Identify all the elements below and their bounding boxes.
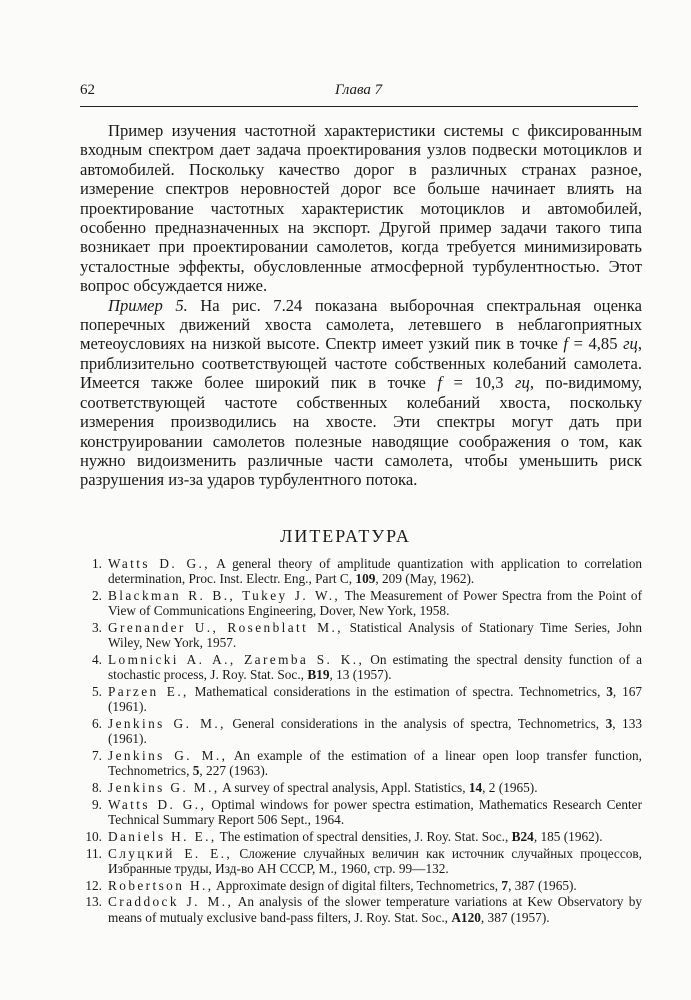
reference-number: 5. bbox=[92, 684, 102, 699]
reference-author: Craddock J. M., bbox=[108, 894, 234, 910]
reference-number: 12. bbox=[85, 877, 102, 893]
reference-rest: , 227 (1963). bbox=[199, 763, 269, 779]
reference-volume: B19 bbox=[307, 667, 330, 683]
reference-item bbox=[80, 684, 642, 714]
reference-item bbox=[80, 652, 642, 682]
reference-number: 7. bbox=[92, 748, 102, 763]
reference-rest: , 387 (1965). bbox=[508, 877, 577, 893]
reference-volume: 5 bbox=[192, 763, 200, 779]
reference-number: 6. bbox=[92, 716, 102, 731]
reference-text: An analysis of the slower temperature variations at Kew Observatory by means of mutualy exclusive band-pass filters, J. Roy. Stat. Soc., bbox=[108, 894, 642, 925]
reference-author: Blackman R. B., Tukey J. W., bbox=[108, 588, 341, 603]
paragraph-2-text-3: , приблизительно соответствующей частоте собственных колебаний самолета. Имеется также более широкий пик в точке bbox=[80, 334, 642, 393]
reference-volume: 3 bbox=[605, 716, 613, 731]
reference-rest: , 13 (1957). bbox=[329, 667, 392, 683]
reference-list bbox=[80, 556, 642, 926]
reference-number: 3. bbox=[92, 620, 102, 635]
unit-hz-1: гц bbox=[623, 334, 638, 354]
reference-volume: A120 bbox=[451, 909, 481, 925]
reference-item bbox=[80, 716, 642, 746]
reference-item bbox=[80, 748, 642, 778]
reference-text: Mathematical considerations in the estimation of spectra. Technometrics, bbox=[188, 684, 607, 699]
reference-number: 4. bbox=[92, 652, 102, 667]
unit-hz-2: гц bbox=[515, 373, 530, 393]
reference-number: 1. bbox=[92, 556, 102, 571]
reference-volume: 7 bbox=[501, 877, 509, 893]
reference-rest: , 167 (1961). bbox=[108, 684, 643, 715]
reference-author: Watts D. G., bbox=[108, 796, 207, 812]
reference-item bbox=[80, 846, 642, 876]
reference-item bbox=[80, 780, 642, 795]
reference-rest: , 209 (May, 1962). bbox=[375, 571, 475, 587]
reference-item bbox=[80, 878, 642, 893]
reference-rest: , 387 (1957). bbox=[480, 909, 550, 925]
frequency-symbol-1: f bbox=[563, 334, 569, 354]
reference-author: Robertson H., bbox=[108, 877, 214, 893]
reference-text: Сложение случайных величин как источник случайных процессов, Избранные труды, Изд-во АН СССР, М., 1960, стр. 99—132. bbox=[108, 845, 642, 876]
reference-number: 10. bbox=[85, 828, 102, 844]
reference-rest: , 185 (1962). bbox=[533, 828, 603, 844]
reference-rest: , 133 (1961). bbox=[108, 716, 643, 747]
frequency-symbol-2: f bbox=[437, 373, 443, 393]
page-number: 62 bbox=[80, 82, 95, 98]
reference-author: Jenkins G. M., bbox=[108, 780, 220, 795]
reference-text: A survey of spectral analysis, Appl. Statistics, bbox=[219, 780, 469, 795]
paragraph-2-text-2: = 4,85 bbox=[568, 334, 624, 354]
reference-item bbox=[80, 556, 642, 586]
reference-text: Optimal windows for power spectra estimation, Mathematics Research Center Technical Summary Report 506 Sept., 1964. bbox=[108, 796, 643, 827]
page-header bbox=[80, 82, 638, 107]
reference-number: 11. bbox=[85, 845, 102, 861]
reference-author: Daniels H. E., bbox=[108, 828, 217, 844]
reference-author: Parzen E., bbox=[108, 684, 189, 699]
example-lead: Пример 5. bbox=[108, 295, 188, 315]
paragraph-2-text-5: , по-видимому, соответствующей частоте собственных колебаний хвоста, поскольку измерения производились на хвосте. Эти спектры могут дать при конструировании самолетов полезные наводящие соображения о том, как нужно видоизменить различные части самолета, чтобы уменьшить риск разрушения из-за ударов турбулентного потока. bbox=[80, 373, 642, 490]
reference-text: General considerations in the analysis of spectra, Technometrics, bbox=[225, 716, 606, 731]
reference-volume: B24 bbox=[511, 828, 534, 844]
reference-item bbox=[80, 829, 642, 844]
paragraph-1-text: Пример изучения частотной характеристики системы с фиксированным входным спектром дает задача проектирования узлов подвески мотоциклов и автомобилей. Поскольку качество дорог в различных странах разное, измерение спектров неровностей дорог все больше начинает влиять на проектирование частотных характеристик мотоциклов и автомобилей, особенно предназначенных на экспорт. Другой пример задачи такого типа возникает при проектировании самолетов, когда требуется минимизировать усталостные эффекты, обусловленные атмосферной турбулентностью. Этот вопрос обсуждается ниже. bbox=[80, 121, 642, 296]
reference-author: Grenander U., Rosenblatt M., bbox=[108, 620, 343, 635]
reference-item bbox=[80, 620, 642, 650]
reference-rest: , 2 (1965). bbox=[482, 780, 538, 795]
reference-author: Слуцкий Е. Е., bbox=[108, 845, 233, 861]
reference-number: 9. bbox=[92, 796, 102, 812]
reference-volume: 109 bbox=[355, 571, 376, 587]
reference-text: The Measurement of Power Spectra from the Point of View of Communications Engineering, Dover, New York, 1958. bbox=[108, 588, 643, 619]
reference-item bbox=[80, 797, 642, 827]
reference-item bbox=[80, 588, 642, 618]
reference-volume: 3 bbox=[606, 684, 613, 699]
reference-number: 2. bbox=[92, 588, 102, 603]
reference-number: 8. bbox=[92, 780, 102, 795]
reference-text: Approximate design of digital filters, Technometrics, bbox=[213, 877, 502, 893]
paragraph-2-text-4: = 10,3 bbox=[442, 373, 516, 393]
reference-item bbox=[80, 894, 642, 924]
reference-author: Jenkins G. M., bbox=[108, 748, 228, 763]
literature-heading: ЛИТЕРАТУРА bbox=[280, 526, 411, 546]
reference-text: A general theory of amplitude quantization with application to correlation determination, Proc. Inst. Electr. Eng., Part C, bbox=[108, 556, 642, 587]
reference-author: Watts D. G., bbox=[108, 556, 210, 571]
reference-text: An example of the estimation of a linear open loop transfer function, Technometrics, bbox=[108, 748, 642, 779]
reference-author: Jenkins G. M., bbox=[108, 716, 226, 731]
reference-text: The estimation of spectral densities, J. Roy. Stat. Soc., bbox=[216, 828, 512, 844]
chapter-title: Глава 7 bbox=[335, 82, 383, 98]
paragraph-1 bbox=[80, 121, 642, 296]
body-text bbox=[80, 121, 642, 490]
reference-text: Statistical Analysis of Stationary Time Series, John Wiley, New York, 1957. bbox=[108, 620, 642, 651]
reference-volume: 14 bbox=[468, 780, 483, 795]
paragraph-2 bbox=[80, 296, 642, 490]
reference-author: Lomnicki A. A., Zaremba S. K., bbox=[108, 652, 365, 667]
reference-text: On estimating the spectral density function of a stochastic process, J. Roy. Stat. Soc., bbox=[108, 652, 643, 683]
paragraph-2-text: На рис. 7.24 показана выборочная спектральная оценка поперечных движений хвоста самолета, летевшего в неблагоприятных метеоусловиях на низкой высоте. Спектр имеет узкий пик в точке bbox=[80, 295, 642, 354]
reference-number: 13. bbox=[85, 894, 102, 910]
